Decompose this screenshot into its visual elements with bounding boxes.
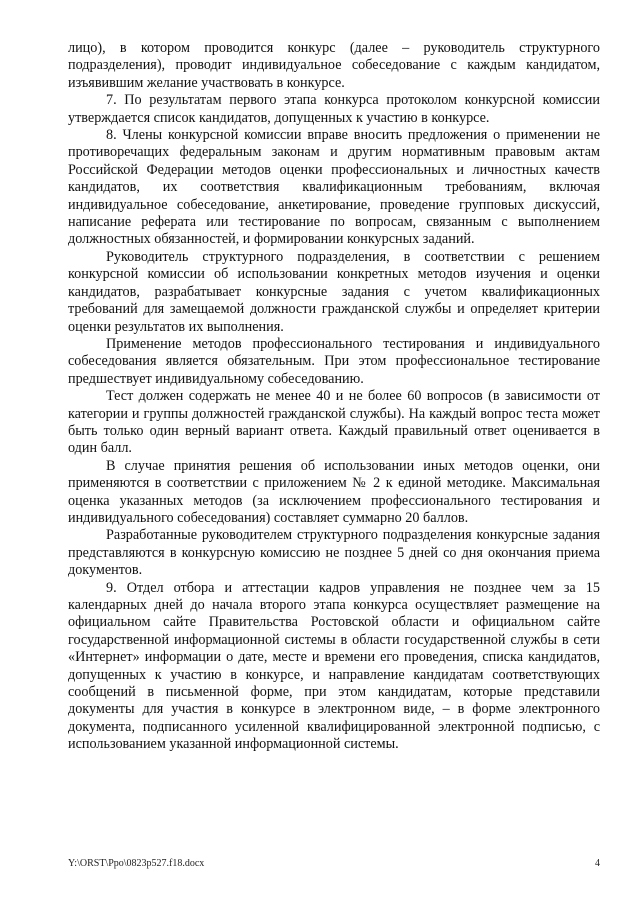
paragraph-continuation: лицо), в котором проводится конкурс (далее – руководитель структурного подразделения), проводит индивидуальное собеседование с каждым кандидатом, изъявившим желание участвовать в конкурсе.: [68, 40, 600, 91]
paragraph-item-7: 7. По результатам первого этапа конкурса протоколом конкурсной комиссии утверждается список кандидатов, допущенных к участию в конкурсе.: [68, 92, 600, 126]
paragraph-item-8: 8. Члены конкурсной комиссии вправе вносить предложения о применении не противоречащих федеральным законам и другим нормативным правовым актам Российской Федерации методов оценки профессиональных и личностных качеств кандидатов, их соответствия квалификационным требованиям, включая индивидуальное собеседование, анкетирование, проведение групповых дискуссий, написание реферата или тестирование по вопросам, связанным с выполнением должностных обязанностей, и формировании конкурсных заданий.: [68, 127, 600, 248]
document-body: [68, 40, 600, 754]
paragraph-testing-mandatory: Применение методов профессионального тестирования и индивидуального собеседования является обязательным. При этом профессиональное тестирование предшествует индивидуальному собеседованию.: [68, 335, 600, 387]
paragraph-head-of-unit: Руководитель структурного подразделения, в соответствии с решением конкурсной комиссии об использовании конкретных методов изучения и оценки кандидатов, разрабатывает конкурсные задания с учетом квалификационных требований для замещаемой должности гражданской службы и определяет критерии оценки результатов их выполнения.: [68, 248, 600, 335]
paragraph-item-9: 9. Отдел отбора и аттестации кадров управления не позднее чем за 15 календарных дней до начала второго этапа конкурса осуществляет размещение на официальном сайте Правительства Ростовской области и официальном сайте государственной информационной системы в области государственной службы в сети «Интернет» информации о дате, месте и времени его проведения, списка кандидатов, допущенных к участию в конкурсе, и направление кандидатам соответствующих сообщений в письменной форме, при этом кандидатам, которые представили документы для участия в конкурсе в электронном виде, – в форме электронного документа, подписанного усиленной квалифицированной электронной подписью, с использованием указанной информационной системы.: [68, 579, 600, 753]
paragraph-test-questions: Тест должен содержать не менее 40 и не более 60 вопросов (в зависимости от категории и группы должностей гражданской службы). На каждый вопрос теста может быть только один верный вариант ответа. Каждый правильный ответ оценивается в один балл.: [68, 388, 600, 457]
page-number: 4: [595, 858, 600, 869]
footer-file-path: Y:\ORST\Ppo\0823p527.f18.docx: [68, 858, 205, 869]
paragraph-other-methods: В случае принятия решения об использовании иных методов оценки, они применяются в соответствии с приложением № 2 к единой методике. Максимальная оценка указанных методов (за исключением профессионального тестирования и индивидуального собеседования) составляет суммарно 20 баллов.: [68, 457, 600, 526]
paragraph-tasks-submission: Разработанные руководителем структурного подразделения конкурсные задания представляются в конкурсную комиссию не позднее 5 дней со дня окончания приема документов.: [68, 527, 600, 579]
